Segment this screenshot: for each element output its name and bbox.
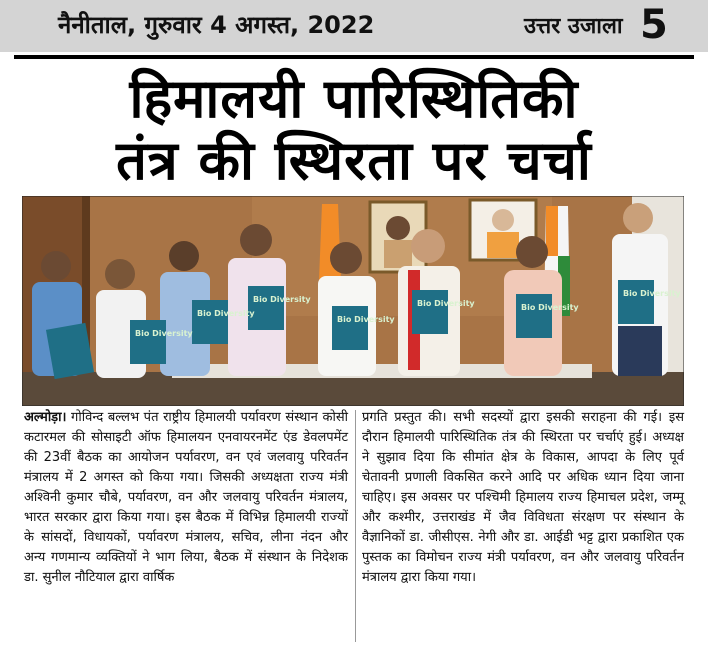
book-label: Bio Diversity: [521, 303, 579, 312]
article-body-right: प्रगति प्रस्तुत की। सभी सदस्यों द्वारा इसकी सराहना की गई। इस दौरान हिमालयी पारिस्थितिक तंत्र की स्थिरता पर चर्चाएं हुई। अध्यक्ष ने सुझाव दिया कि सीमांत क्षेत्र के विकास, आपदा के लिए पूर्व चेतावनी प्रणाली विकसित करने आदि पर अधिक ध्यान दिया जाना चाहिए। इस अवसर पर पश्चिमी हिमालय राज्य हिमाचल प्रदेश, जम्मू और कश्मीर, उत्तराखंड में जैव विविधता संरक्षण पर संस्थान के वैज्ञानिकों डा. जीसीएस. नेगी और डा. आईडी भट्ट द्वारा प्रकाशित एक पुस्तक का विमोचन राज्य मंत्री पर्यावरण, वन और जलवायु परिवर्तन मंत्रालय द्वारा किया गया।: [362, 410, 684, 585]
header-rule: [14, 55, 694, 59]
article-column-left: [24, 408, 348, 588]
book-label: Bio Diversity: [337, 315, 395, 324]
book-label: Bio Diversity: [623, 289, 681, 298]
book-label: Bio Diversity: [197, 309, 255, 318]
photo-illustration: [22, 196, 684, 406]
article-dateline: अल्मोड़ा।: [24, 410, 67, 425]
book-label: Bio Diversity: [135, 329, 193, 338]
book-label: Bio Diversity: [417, 299, 475, 308]
issue-date: नैनीताल, गुरुवार 4 अगस्त, 2022: [58, 11, 375, 39]
article-column-right: [362, 408, 684, 588]
column-divider: [355, 410, 356, 642]
page-number: 5: [640, 2, 668, 48]
book-label: Bio Diversity: [253, 295, 311, 304]
headline-line-2: तंत्र की स्थिरता पर चर्चा: [116, 129, 592, 192]
newspaper-name: उत्तर उजाला: [524, 14, 623, 39]
article-body-left: गोविन्द बल्लभ पंत राष्ट्रीय हिमालयी पर्यावरण संस्थान कोसी कटारमल की सोसाइटी ऑफ हिमालयन एनवायरनमेंट एंड डेवलपमेंट की 23वीं बैठक का आयोजन पर्यावरण, वन एवं जलवायु परिवर्तन मंत्रालय में 2 अगस्त को किया गया। जिसकी अध्यक्षता राज्य मंत्री अश्विनी कुमार चौबे, पर्यावरण, वन और जलवायु परिवर्तन मंत्रालय, भारत सरकार द्वारा किया गया। इस बैठक में विभिन्न हिमालयी राज्यों के सांसदों, विधायकों, पर्यावरण मंत्रालय, सचिव, लीना नंदन और अन्य गणमान्य व्यक्तियों ने भाग लिया, बैठक में संस्थान के निदेशक डा. सुनील नौटियाल द्वारा वार्षिक: [24, 410, 348, 585]
headline-line-1: हिमालयी पारिस्थितिकी: [129, 67, 579, 130]
masthead-bar: [0, 0, 708, 52]
news-photo: [22, 196, 684, 406]
